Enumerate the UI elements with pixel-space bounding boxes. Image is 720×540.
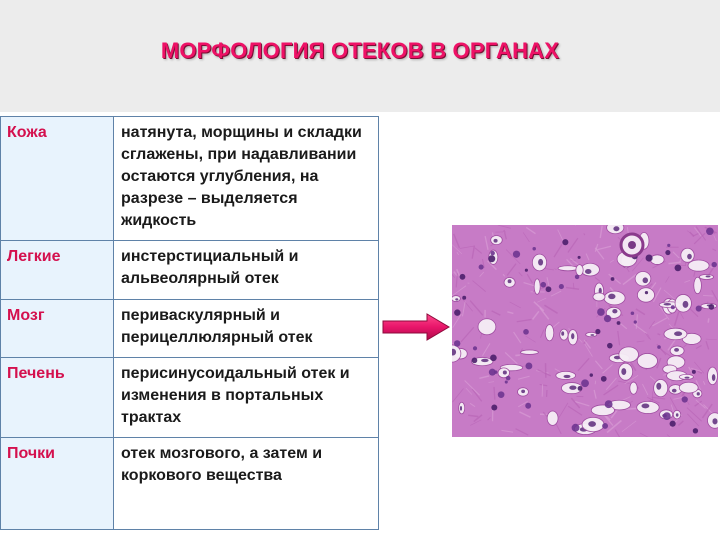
arrow-right-icon (381, 312, 451, 342)
table-row (1, 300, 379, 358)
table-row (1, 241, 379, 300)
organ-cell: Мозг (1, 300, 114, 358)
description-cell: отек мозгового, а затем и коркового вещества (114, 438, 379, 530)
organ-cell: Почки (1, 438, 114, 530)
table-row (1, 117, 379, 241)
histology-image (452, 225, 718, 437)
description-cell: натянута, морщины и складки сглажены, при надавливании остаются углубления, на разрезе – выделяется жидкость (114, 117, 379, 241)
organ-table (0, 116, 379, 530)
organ-cell: Печень (1, 358, 114, 438)
description-cell: инстерстициальный и альвеолярный отек (114, 241, 379, 300)
tissue-micrograph (452, 225, 718, 437)
slide-title: МОРФОЛОГИЯ ОТЕКОВ В ОРГАНАХ (160, 38, 560, 63)
table-row (1, 358, 379, 438)
description-cell: перисинусоидальный отек и изменения в портальных трактах (114, 358, 379, 438)
organ-cell: Кожа (1, 117, 114, 241)
description-cell: периваскулярный и перицеллюлярный отек (114, 300, 379, 358)
organ-cell: Легкие (1, 241, 114, 300)
table-row (1, 438, 379, 530)
